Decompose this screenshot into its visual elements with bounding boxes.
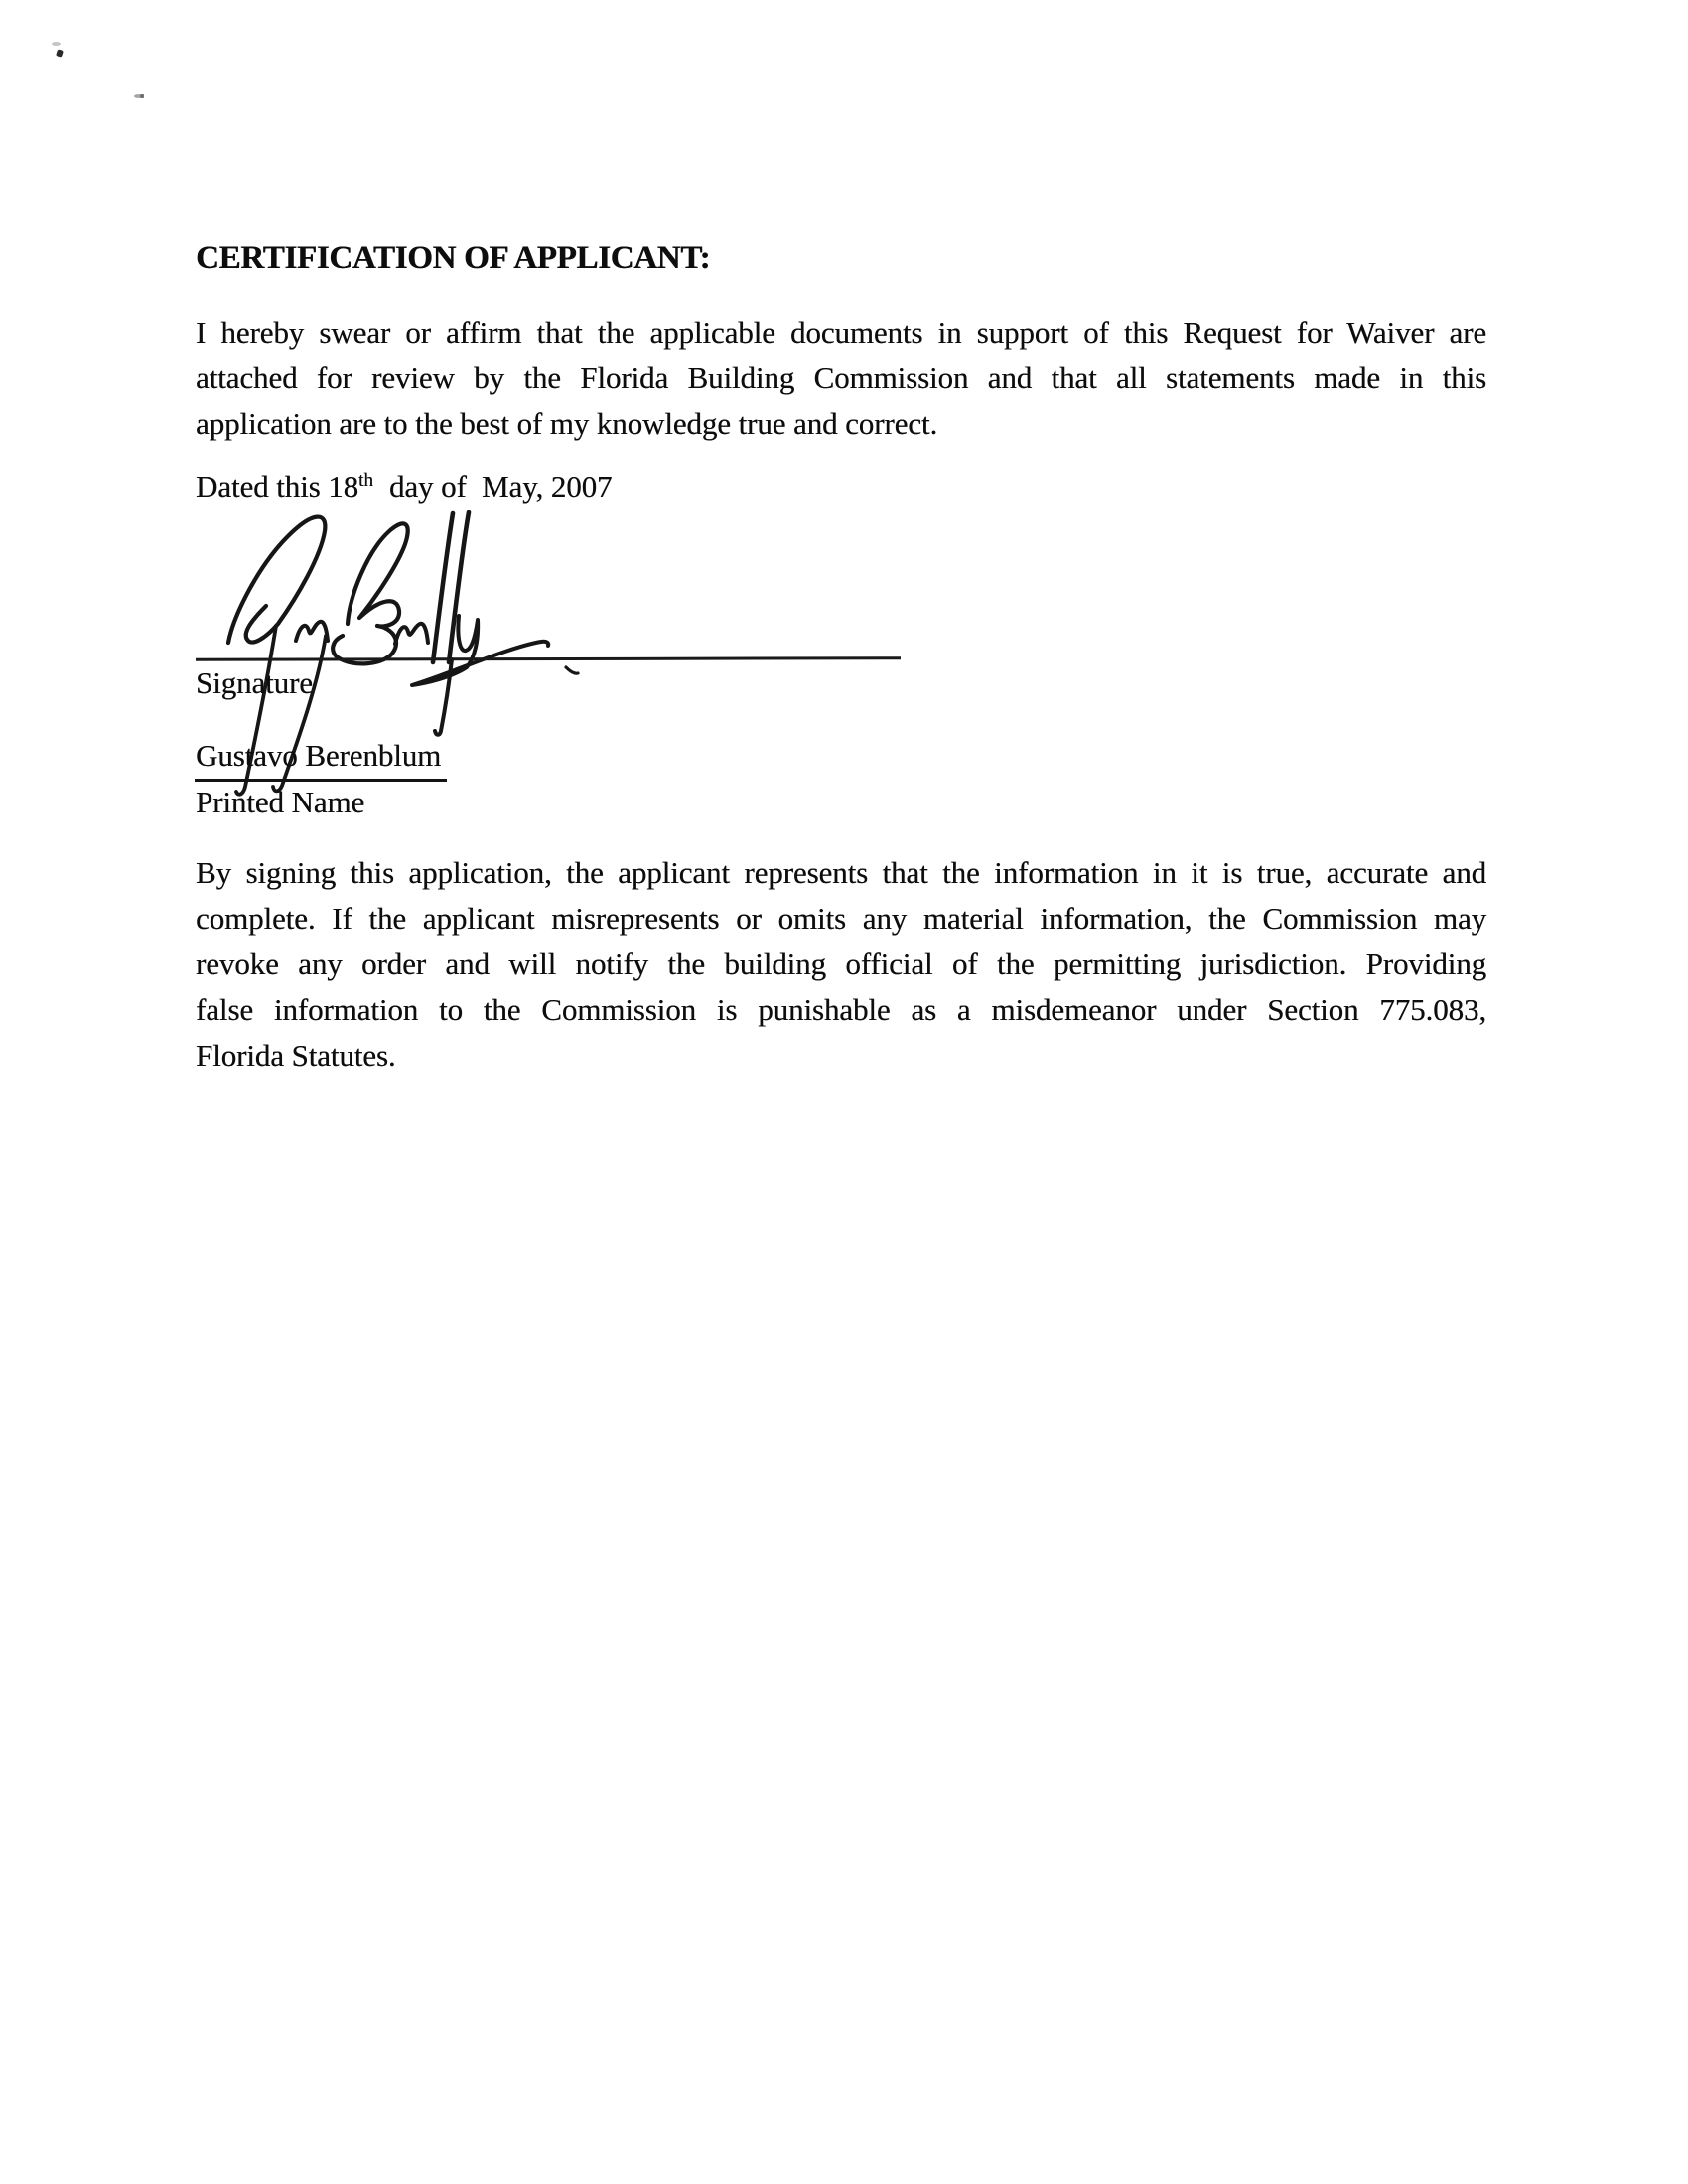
paragraph-line: revoke any order and will notify the building official of the permitting jurisdiction. Providing — [196, 946, 1486, 981]
scan-speck — [140, 94, 144, 98]
paragraph-line: Florida Statutes. — [196, 1038, 396, 1073]
paragraph-line: application are to the best of my knowledge true and correct. — [196, 406, 938, 441]
document-title: CERTIFICATION OF APPLICANT: — [196, 240, 711, 276]
certification-paragraph — [196, 310, 1486, 447]
ordinal-superscript: th — [358, 470, 373, 492]
printed-name-value: Gustavo Berenblum — [195, 737, 447, 782]
paragraph-line: complete. If the applicant misrepresents or omits any material information, the Commission may — [196, 901, 1486, 936]
paragraph-line: I hereby swear or affirm that the applicable documents in support of this Request for Waiver are — [196, 315, 1486, 350]
scan-speck — [52, 42, 61, 46]
signature-label: Signature — [196, 665, 313, 700]
legal-notice-paragraph — [196, 850, 1486, 1079]
dated-prefix: Dated this 18 — [196, 469, 359, 504]
dated-rest: day of May, 2007 — [388, 469, 613, 504]
paragraph-line: false information to the Commission is punishable as a misdemeanor under Section 775.083, — [196, 992, 1486, 1027]
paragraph-line: By signing this application, the applicant represents that the information in it is true, accurate and — [196, 855, 1486, 890]
scan-speck — [56, 49, 64, 58]
paragraph-line: attached for review by the Florida Building Commission and that all statements made in this — [196, 361, 1486, 395]
printed-name-label: Printed Name — [196, 785, 365, 819]
